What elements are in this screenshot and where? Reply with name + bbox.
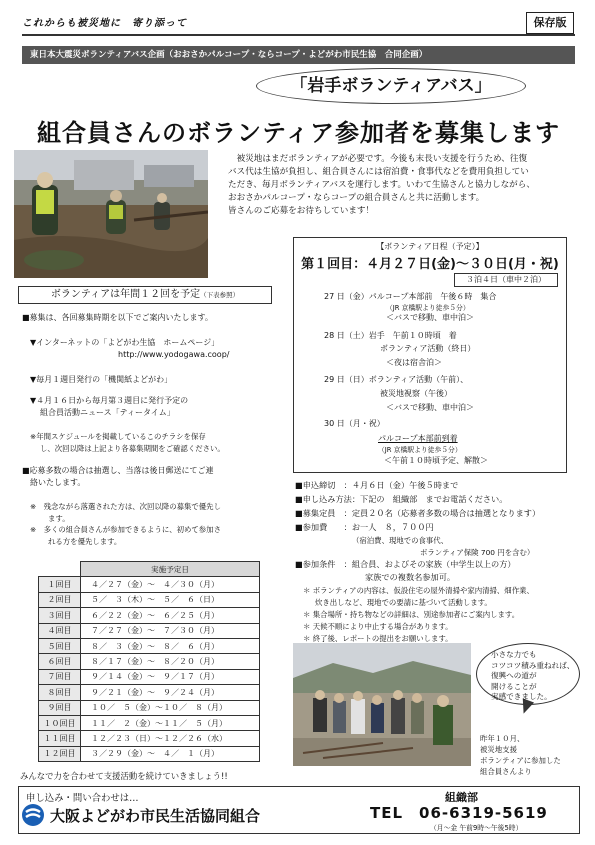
detail-line: ■募集定員 ：定員２０名（応募者多数の場合は抽選となります）: [295, 508, 541, 518]
calendar-trip-dates: ９／１４（金）～ ９／１７（月）: [81, 669, 260, 684]
detail-line: 家族での複数名参加可。: [365, 572, 456, 582]
calendar-trip-dates: ６／２２（金）～ ６／２５（月）: [81, 608, 260, 623]
intro-line: バス代は生協が負担し、組合員さんには宿泊費・食事代などを費用負担してい: [228, 167, 529, 177]
schedule-calendar-table: [38, 561, 260, 762]
calendar-trip-number: １１回目: [39, 731, 81, 746]
calendar-header: 実施予定日: [81, 562, 260, 577]
intro-text: [228, 153, 578, 218]
calendar-trip-number: ７回目: [39, 669, 81, 684]
calendar-row: [39, 638, 260, 653]
calendar-trip-number: ９回目: [39, 700, 81, 715]
left-text-line: ▼４月１６日から毎月第３週目に発行予定の: [30, 396, 189, 405]
schedule-box: [293, 237, 567, 473]
calendar-row: [39, 700, 260, 715]
caption-line: 昨年１０月、: [480, 734, 525, 743]
schedule-line: ボランティア活動（終日）: [380, 344, 476, 353]
quote-bubble: [476, 643, 580, 705]
detail-line: ＊ 終了後、レポートの提出をお願いします。: [303, 634, 453, 643]
frequency-note: （下表参照）: [200, 291, 240, 299]
top-divider: [22, 34, 575, 36]
intro-line: おおさかパルコープ・ならコープの組合員さんと共に活動します。: [228, 193, 485, 203]
detail-line: ■申込締切 ：４月６日（金）午後５時まで: [295, 480, 459, 490]
calendar-trip-number: ４回目: [39, 623, 81, 638]
detail-line: ＊ 天候不順により中止する場合があります。: [303, 622, 453, 631]
bus-title-oval: 「岩手ボランティアバス」: [256, 68, 526, 104]
calendar-trip-dates: １０／ ５（金）～１０／ ８（月）: [81, 700, 260, 715]
calendar-trip-dates: ８／１７（金）～ ８／２０（月）: [81, 654, 260, 669]
schedule-title: 【ボランティア日程（予定）】: [376, 242, 484, 251]
detail-line: 炊き出しなど、現地での要請に基づいて活動します。: [315, 598, 492, 607]
quote-line: 開けることが: [491, 681, 537, 691]
volunteer-group-photo: [293, 643, 471, 766]
quote-line: 小さな力でも: [491, 650, 537, 659]
caption-line: ボランティアに参加した: [480, 756, 561, 765]
calendar-trip-dates: ７／２７（金）～ ７／３０（月）: [81, 623, 260, 638]
detail-line: ボランティア保険 700 円を含む）: [420, 548, 535, 557]
volunteer-field-photo: [14, 150, 208, 278]
left-text-line: ※年間スケジュールを掲載しているこのチラシを保存: [30, 432, 206, 441]
intro-line: 皆さんのご応募をお待ちしています！: [228, 206, 375, 216]
homepage-url: http://www.yodogawa.coop/: [118, 350, 230, 359]
org-name: 大阪よどがわ市民生活協同組合: [50, 807, 261, 825]
calendar-trip-number: １回目: [39, 577, 81, 592]
detail-line: ＊ 集合場所・持ち物などの詳細は、別途参加者にご案内します。: [303, 610, 520, 619]
office-hours: （月～金 午前9時～午後5時）: [430, 824, 523, 832]
detail-line: （宿泊費、現地での食事代、: [352, 536, 449, 545]
nights-badge: ３泊４日（車中２泊）: [454, 273, 558, 287]
caption-line: 組合員さんより: [480, 767, 532, 776]
schedule-line: 29 日（日）ボランティア活動（午前）、: [324, 375, 469, 384]
schedule-line: ＜夜は宿舎泊＞: [386, 358, 442, 367]
left-text-line: ます。: [48, 514, 70, 523]
left-text-line: し、次回以降は上記より各募集期間をご確認ください。: [40, 444, 225, 453]
calendar-trip-dates: ８／ ３（金）～ ８／ ６（月）: [81, 638, 260, 653]
detail-line: ■申し込み方法：下記の 組織部 までお電話ください。: [295, 494, 508, 504]
coop-logo-icon: [22, 804, 44, 826]
save-badge: 保存版: [526, 12, 574, 34]
calendar-trip-number: ３回目: [39, 608, 81, 623]
intro-line: ただき、毎月ボランティアバスを運行します。いわて生協さんと協力しながら、: [228, 180, 535, 190]
schedule-line: 被災地視察（午後）: [380, 389, 452, 398]
calendar-row: [39, 685, 260, 700]
left-text-line: ▼毎月１週目発行の「機関紙よどがわ」: [30, 375, 173, 384]
project-banner: 東日本大震災ボランティアバス企画（おおさかパルコープ・ならコープ・よどがわ市民生協 合同企画）: [22, 46, 575, 64]
calendar-row: [39, 669, 260, 684]
schedule-line: ＜午前１０時頃予定、解散＞: [384, 456, 488, 465]
calendar-row: [39, 592, 260, 607]
calendar-header-row: [39, 562, 260, 577]
closing-message: みんなで力を合わせて支援活動を続けていきましょう!!: [20, 771, 228, 781]
calendar-trip-dates: ３／２９（金）～ ４／ １（月）: [81, 746, 260, 761]
left-text-line: ■募集は、各回募集時期を以下でご案内いたします。: [22, 313, 213, 322]
calendar-trip-number: ５回目: [39, 638, 81, 653]
schedule-line: （JR 京橋駅より徒歩５分）: [386, 304, 470, 312]
intro-line: 被災地はまだボランティアが必要です。今後も末長い支援を行うため、往復: [236, 154, 528, 164]
first-trip-dates: 第１回目：４月２７日(金)～３０日(月・祝): [301, 257, 559, 272]
left-text-line: れる方を優先します。: [48, 537, 122, 546]
headline: 組合員さんのボランティア参加者を募集します: [36, 119, 561, 147]
calendar-row: [39, 715, 260, 730]
caption-line: 被災地支援: [480, 745, 517, 754]
calendar-trip-number: １０回目: [39, 715, 81, 730]
frequency-label: ボランティアは年間１２回を予定: [50, 289, 201, 300]
phone-number[interactable]: TEL 06-6319-5619: [370, 804, 548, 822]
calendar-trip-dates: ４／２７（金）～ ４／３０（月）: [81, 577, 260, 592]
quote-line: 復興への道が: [491, 671, 537, 680]
detail-line: ■参加条件 ：組合員、およびその家族（中学生以上の方）: [295, 559, 516, 569]
slogan: これからも被災地に 寄り添って: [22, 18, 187, 29]
left-text-line: ■応募多数の場合は抽選し、当落は後日郵送にてご連: [22, 466, 214, 475]
left-text-line: ※ 多くの組合員さんが参加できるように、初めて参加さ: [30, 525, 221, 534]
calendar-trip-number: ２回目: [39, 592, 81, 607]
calendar-trip-dates: ５／ ３（木）～ ５／ ６（日）: [81, 592, 260, 607]
calendar-row: [39, 654, 260, 669]
calendar-trip-number: ８回目: [39, 685, 81, 700]
contact-label: 申し込み・問い合わせは…: [26, 793, 139, 804]
detail-line: ＊ ボランティアの内容は、仮設住宅の屋外清掃や家内清掃、畑作業、: [303, 586, 534, 595]
calendar-row: [39, 746, 260, 761]
detail-line: ■参加費 ：お一人 ８，７００円: [295, 522, 434, 532]
calendar-trip-dates: ９／２１（金）～ ９／２４（月）: [81, 685, 260, 700]
calendar-trip-number: ６回目: [39, 654, 81, 669]
quote-line: コツコツ積み重ねれば、: [491, 660, 575, 670]
schedule-line: （JR 京橋駅より徒歩５分）: [378, 446, 462, 454]
left-text-line: 絡いたします。: [30, 478, 86, 487]
schedule-line: ＜バスで移動、車中泊＞: [386, 403, 474, 412]
calendar-trip-dates: １２／２３（日）～１２／２６（水）: [81, 731, 260, 746]
calendar-row: [39, 623, 260, 638]
dept-name: 組織部: [445, 791, 478, 804]
calendar-row: [39, 731, 260, 746]
left-text-line: ※ 残念ながら落選された方は、次回以降の募集で優先し: [30, 502, 221, 511]
photo-caption: [480, 733, 561, 777]
schedule-line: 27 日（金）パルコープ本部前 午後６時 集合: [324, 292, 497, 301]
quote-line: 実感できました。: [491, 692, 552, 701]
calendar-row: [39, 577, 260, 592]
schedule-line: ＜バスで移動、車中泊＞: [386, 313, 474, 322]
schedule-line: 28 日（土）岩手 午前１０時頃 着: [324, 331, 457, 340]
schedule-line: パルコープ本部前到着: [378, 434, 458, 443]
schedule-line: 30 日（月・祝）: [324, 419, 385, 428]
calendar-trip-dates: １１／ ２（金）～１１／ ５（月）: [81, 715, 260, 730]
frequency-box: [18, 286, 272, 304]
left-text-line: ▼インターネットの「よどがわ生協 ホームページ」: [30, 338, 220, 347]
calendar-trip-number: １２回目: [39, 746, 81, 761]
calendar-row: [39, 608, 260, 623]
left-text-line: 組合員活動ニュース「ティータイム」: [40, 408, 175, 417]
